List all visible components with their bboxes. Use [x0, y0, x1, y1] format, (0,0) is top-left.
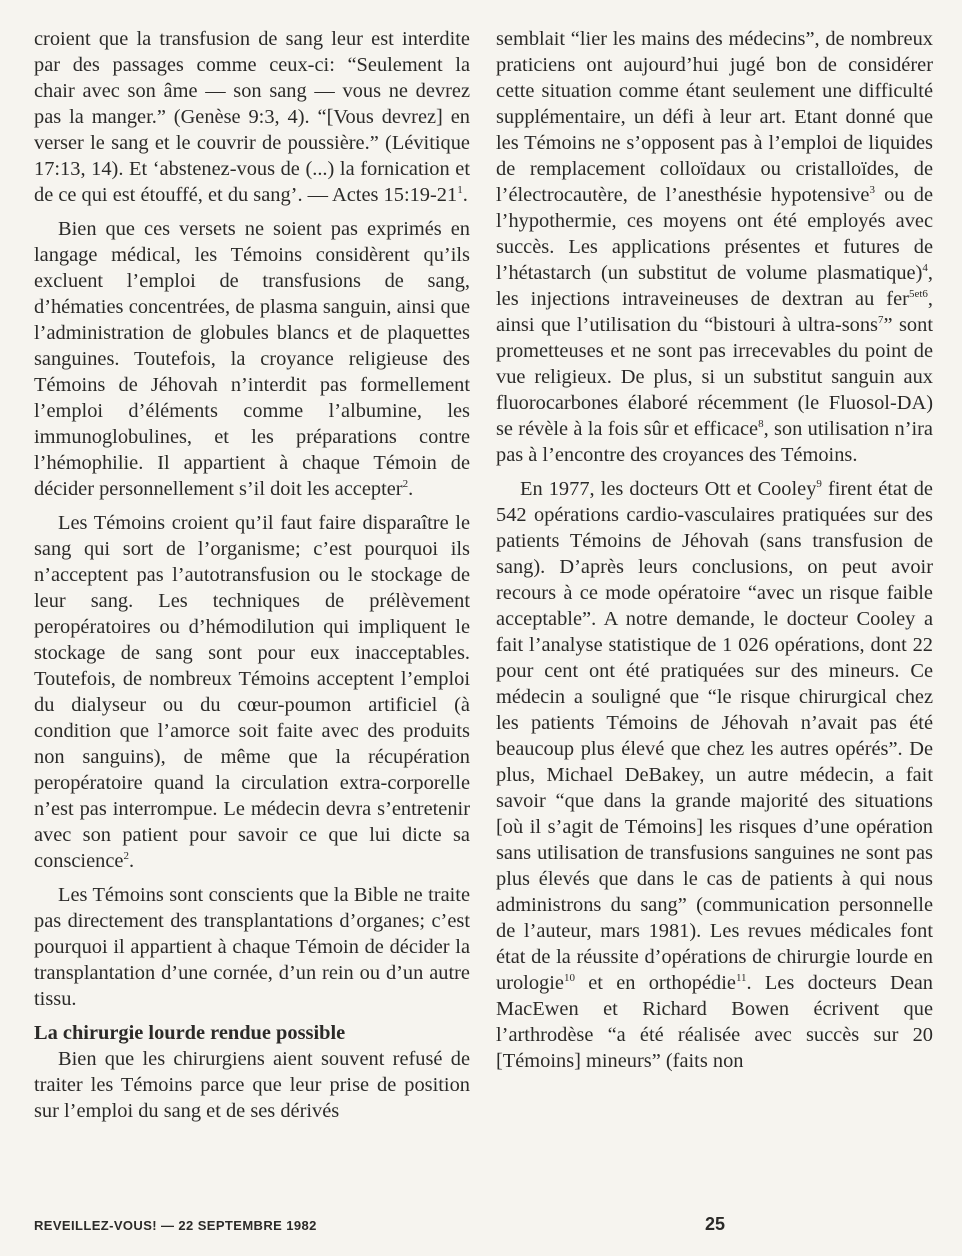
paragraph-text: croient que la transfusion de sang leur est interdite par des passages comme ceux-ci: “Seulement la chair avec son âme — son sang — vous ne devrez pas la manger.” (Genèse 9:3, 4). “[Vous devrez] en verser le sang et le couvrir de poussière.” (Lévitique 17:13, 14). Et ‘abstenez-vous de (...) la fornication et de ce qui est étouffé, et du sang’. — Actes 15:19-21: [34, 28, 470, 206]
paragraph: [34, 1046, 470, 1124]
footnote-ref: 7: [877, 314, 884, 327]
paragraph-text: et en orthopédie: [574, 972, 736, 994]
paragraph: [496, 476, 933, 1074]
paragraph-text: ” sont prometteuses et ne sont pas irrecevables du point de vue religieux. De plus, si un substitut sanguin aux fluorocarbones élaboré récemment (le Fluosol-DA) se révèle à la fois sûr et efficace: [496, 314, 933, 440]
paragraph-text: Les Témoins sont conscients que la Bible ne traite pas directement des transplantations d’organes; c’est pourquoi il appartient à chaque Témoin de décider la transplantation d’une cornée, d’un rein ou d’un autre tissu.: [34, 884, 470, 1010]
paragraph-text: .: [408, 478, 414, 500]
paragraph-text: , son utilisation n’ira pas à l’encontre des croyances des Témoins.: [496, 418, 933, 466]
paragraph-text: , ainsi que l’utilisation du “bistouri à ultra-sons: [496, 288, 933, 336]
footnote-ref: 2: [402, 478, 409, 491]
footnote-ref: 8: [758, 418, 764, 431]
footnote-ref: 3: [869, 184, 875, 197]
paragraph-text: Bien que ces versets ne soient pas exprimés en langage médical, les Témoins considèrent qu’ils excluent l’emploi de transfusions de sang, d’hématies concentrées, de plasma sanguin, ainsi que l’administration de globules blancs et de plaquettes sanguines. Toutefois, la croyance religieuse des Témoins de Jéhovah n’interdit pas formellement l’emploi d’éléments comme l’albumine, les immunoglobulines, et les préparations contre l’hémophilie. Il appartient à chaque Témoin de décider personnellement s’il doit les accepter: [34, 218, 470, 500]
paragraph: [496, 26, 933, 468]
right-column: [496, 26, 933, 1082]
footnote-ref: 10: [563, 972, 575, 985]
left-column: [34, 26, 470, 1132]
paragraph-text: .: [128, 850, 135, 872]
footnote-ref: 2: [123, 850, 129, 863]
paragraph-text: , les injections intraveineuses de dextran au fer: [496, 262, 933, 310]
paragraph: [34, 882, 470, 1012]
footnote-ref: 9: [816, 478, 822, 491]
section-heading: La chirurgie lourde rendue possible: [34, 1022, 346, 1044]
footnote-ref: 4: [922, 262, 928, 275]
paragraph-text: .: [462, 184, 468, 206]
paragraph-text: Bien que les chirurgiens aient souvent refusé de traiter les Témoins parce que leur prise de position sur l’emploi du sang et de ses dérivés: [34, 1048, 470, 1122]
paragraph: [34, 216, 470, 502]
page-number: 25: [705, 1214, 726, 1234]
paragraph-text: . Les docteurs Dean MacEwen et Richard Bowen écrivent que l’arthrodèse “a été réalisée avec succès sur 20 [Témoins] mineurs” (faits non: [496, 972, 933, 1072]
footnote-ref: 11: [735, 972, 747, 985]
footnote-ref: 1: [457, 184, 463, 197]
paragraph-text: semblait “lier les mains des médecins”, de nombreux praticiens ont aujourd’hui jugé bon de considérer cette situation comme étant seulement une difficulté supplémentaire, un défi à leur art. Etant donné que les Témoins ne s’opposent pas à l’emploi de liquides de remplacement colloïdaux ou cristalloïdes, de l’électrocautère, de l’anesthésie hypotensive: [496, 28, 933, 206]
paragraph: [34, 26, 470, 208]
publication-footer: REVEILLEZ-VOUS! — 22 SEPTEMBRE 1982: [34, 1218, 317, 1233]
paragraph-text: En 1977, les docteurs Ott et Cooley: [520, 478, 817, 500]
footnote-ref: 5et6: [908, 288, 928, 301]
paragraph-text: Les Témoins croient qu’il faut faire disparaître le sang qui sort de l’organisme; c’est pourquoi ils n’acceptent pas l’autotransfusion ou le stockage de leur sang. Les techniques de prélèvement peropératoires ou d’hémodilution qui impliquent le stockage de sang sont pour eux inacceptables. Toutefois, de nombreux Témoins acceptent l’emploi du dialyseur ou du cœur-poumon artificiel (à condition que l’amorce soit faite avec des produits non sanguins), de même que la récupération peropératoire quand la circulation extra-corporelle n’est pas interrompue. Le médecin devra s’entretenir avec son patient pour savoir ce que lui dicte sa conscience: [34, 512, 470, 872]
paragraph-text: firent état de 542 opérations cardio-vasculaires pratiquées sur des patients Témoins de Jéhovah (sans transfusion de sang). D’après leurs conclusions, on peut avoir recours à ce mode opératoire “avec un risque faible acceptable”. A notre demande, le docteur Cooley a fait l’analyse statistique de 1 026 opérations, dont 22 pour cent ont été pratiquées sur des mineurs. Ce médecin a souligné que “le risque chirurgical chez les patients Témoins de Jéhovah n’avait pas été beaucoup plus élevé que chez les autres opérés”. De plus, Michael DeBakey, un autre médecin, a fait savoir “que dans la grande majorité des situations [où il s’agit de Témoins] les risques d’une opération sans utilisation de transfusions sanguines ne sont pas plus élevés que dans le cas de patients à qui nous administrons du sang” (communication personnelle de l’auteur, mars 1981). Les revues médicales font état de la réussite d’opérations de chirurgie lourde en urologie: [496, 478, 933, 994]
paragraph-text: ou de l’hypothermie, ces moyens ont été employés avec succès. Les applications présentes et futures de l’hétastarch (un substitut de volume plasmatique): [496, 184, 933, 284]
paragraph: [34, 510, 470, 874]
